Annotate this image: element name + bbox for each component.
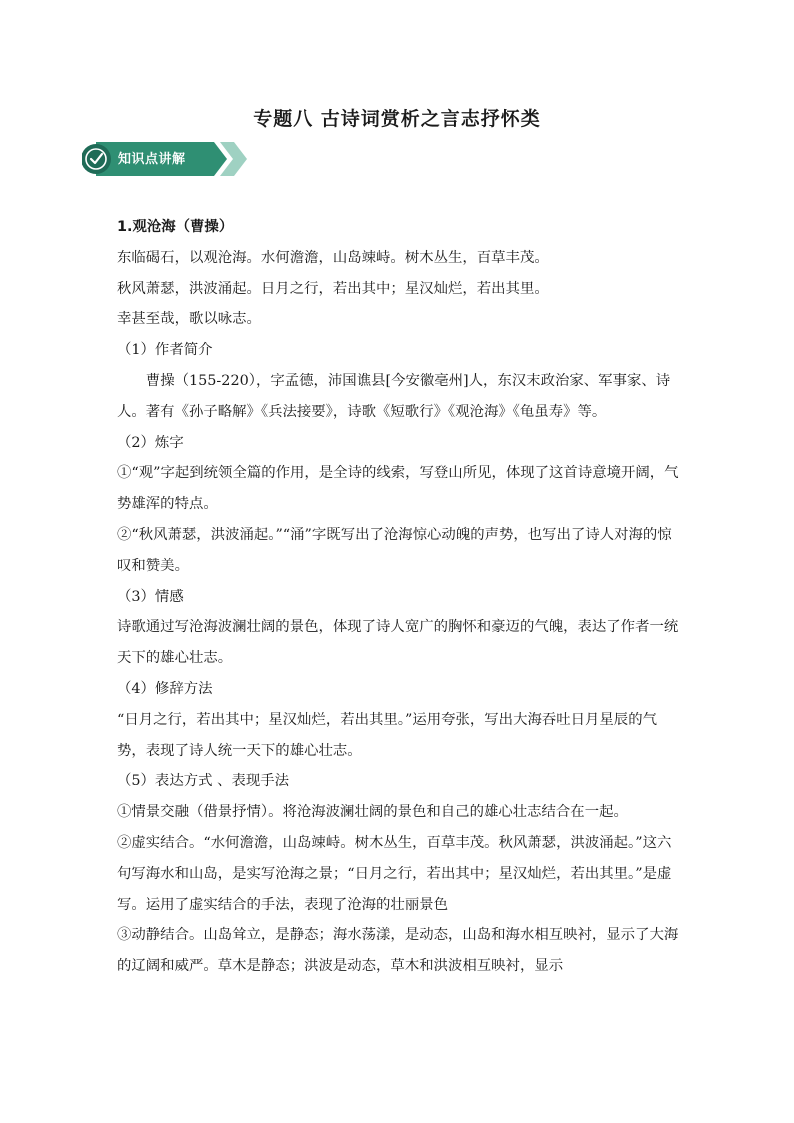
wording-item: ①“观”字起到统领全篇的作用，是全诗的线索，写登山所见，体现了这首诗意境开阔，气势雄浑的特点。 (117, 465, 679, 513)
rhetoric-body: “日月之行，若出其中；星汉灿烂，若出其里。”运用夸张，写出大海吞吐日月星辰的气势，表现了诗人统一天下的雄心壮志。 (117, 711, 657, 759)
poem-line: 东临碣石，以观沧海。水何澹澹，山岛竦峙。树木丛生，百草丰茂。 (117, 249, 549, 266)
document-body (117, 212, 680, 982)
technique-item: ③动静结合。山岛耸立，是静态；海水荡漾，是动态，山岛和海水相互映衬，显示了大海的辽阔和威严。草木是静态；洪波是动态，草木和洪波相互映衬，显示 (117, 927, 679, 975)
section-heading-author: （1）作者简介 (117, 342, 213, 359)
poem-heading: 1.观沧海（曹操） (117, 219, 234, 235)
poem-line: 幸甚至哉，歌以咏志。 (117, 311, 261, 328)
section-heading-technique: （5）表达方式 、表现手法 (117, 773, 290, 790)
section-heading-emotion: （3）情感 (117, 588, 184, 605)
page-title: 专题八 古诗词赏析之言志抒怀类 (253, 108, 541, 130)
technique-item: ①情景交融（借景抒情）。将沧海波澜壮阔的景色和自己的雄心壮志结合在一起。 (117, 804, 628, 821)
author-intro: 曹操（155-220），字孟德，沛国谯县[今安徽亳州]人，东汉末政治家、军事家、诗人。著有《孙子略解》《兵法接要》，诗歌《短歌行》《观沧海》《龟虽寿》等。 (117, 372, 671, 420)
poem-line: 秋风萧瑟，洪波涌起。日月之行，若出其中；星汉灿烂，若出其里。 (117, 280, 549, 297)
emotion-body: 诗歌通过写沧海波澜壮阔的景色，体现了诗人宽广的胸怀和豪迈的气魄，表达了作者一统天下的雄心壮志。 (117, 619, 679, 667)
section-heading-wording: （2）炼字 (117, 434, 184, 451)
banner-label: 知识点讲解 (118, 152, 186, 167)
technique-item: ②虚实结合。“水何澹澹，山岛竦峙。树木丛生，百草丰茂。秋风萧瑟，洪波涌起。”这六句写海水和山岛，是实写沧海之景；“日月之行，若出其中；星汉灿烂，若出其里。”是虚写。运用了虚实结合的手法，表现了沧海的壮丽景色 (117, 834, 672, 913)
section-heading-rhetoric: （4）修辞方法 (117, 680, 213, 697)
wording-item: ②“秋风萧瑟，洪波涌起。”“涌”字既写出了沧海惊心动魄的声势，也写出了诗人对海的惊叹和赞美。 (117, 526, 672, 574)
